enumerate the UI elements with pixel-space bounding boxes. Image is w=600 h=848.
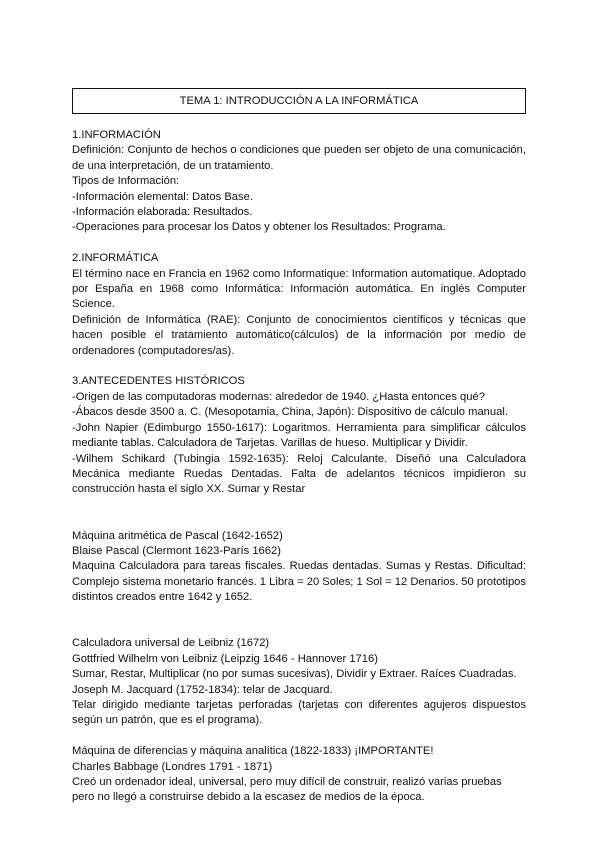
list-heading: Tipos de Información:: [72, 175, 180, 188]
subsection-title: Máquina aritmética de Pascal (1642-1652): [72, 529, 283, 542]
document-title: TEMA 1: INTRODUCCIÓN A LA INFORMÁTICA: [72, 88, 526, 114]
section-heading: 2.INFORMÁTICA: [72, 252, 159, 265]
paragraph: Maquina Calculadora para tareas fiscales. Ruedas dentadas. Sumas y Restas. Dificultad: Complejo sistema monetario francés. 1 Libra = 20 Soles; 1 Sol = 12 Denarios. 50 prototipos distintos creados entre 1642 y 1652.: [72, 560, 526, 604]
section-pascal: [72, 529, 526, 606]
person-line: Charles Babbage (Londres 1791 - 1871): [72, 760, 273, 773]
list-item: -Operaciones para procesar los Datos y obtener los Resultados: Programa.: [72, 221, 446, 234]
section-informacion: [72, 128, 526, 236]
paragraph: El término nace en Francia en 1962 como Informatique: Information automatique. Adoptado por España en 1968 como Informática: Información automática. En inglés Computer Science.: [72, 267, 526, 311]
paragraph: Definición de Informática (RAE): Conjunto de conocimientos científicos y técnicas que hacen posible el tratamiento automático(cálculos) de la información por medio de ordenadores (computadores/as).: [72, 313, 526, 357]
section-antecedentes: [72, 374, 526, 497]
person-line: Joseph M. Jacquard (1752-1834): telar de Jacquard.: [72, 683, 333, 696]
section-heading: 1.INFORMACIÓN: [72, 129, 161, 141]
section-babbage: [72, 744, 526, 806]
person-line: Gottfried Wilhelm von Leibniz (Leipzig 1646 - Hannover 1716): [72, 652, 378, 665]
list-item: -Wilhem Schikard (Tubingia 1592-1635): Reloj Calculante. Diseñó una Calculadora Mecánica mediante Ruedas Dentadas. Falta de adelantos técnicos impidieron su construcción hasta el siglo XX. Sumar y Restar: [72, 452, 526, 496]
section-informatica: [72, 251, 526, 359]
paragraph: Creó un ordenador ideal, universal, pero muy difícil de construir, realizó varias pruebas pero no llegó a construirse debido a la escasez de medios de la época.: [72, 775, 502, 804]
section-leibniz: [72, 636, 526, 728]
paragraph: Definición: Conjunto de hechos o condiciones que pueden ser objeto de una comunicación, de una interpretación, de un tratamiento.: [72, 144, 526, 172]
document-body: [72, 128, 526, 806]
list-item: -Origen de las computadoras modernas: alrededor de 1940. ¿Hasta entonces qué?: [72, 390, 485, 403]
list-item: -Información elaborada: Resultados.: [72, 206, 253, 219]
subsection-title: Máquina de diferencias y máquina analítica (1822-1833) ¡IMPORTANTE!: [72, 745, 434, 758]
subsection-title: Calculadora universal de Leibniz (1672): [72, 637, 270, 650]
list-item: -Ábacos desde 3500 a. C. (Mesopotamia, China, Japón): Dispositivo de cálculo manual.: [72, 406, 508, 419]
person-line: Blaise Pascal (Clermont 1623-París 1662): [72, 544, 281, 557]
list-item: -John Napier (Edimburgo 1550-1617): Logaritmos. Herramienta para simplificar cálculos mediante tablas. Calculadora de Tarjetas. Varillas de hueso. Multiplicar y Dividir.: [72, 421, 526, 450]
list-item: -Información elemental: Datos Base.: [72, 190, 253, 203]
section-heading: 3.ANTECEDENTES HISTÓRICOS: [72, 375, 245, 388]
paragraph: Sumar, Restar, Multiplicar (no por sumas sucesivas), Dividir y Extraer. Raíces Cuadradas.: [72, 668, 517, 681]
paragraph: Telar dirigido mediante tarjetas perforadas (tarjetas con diferentes agujeros dispuestos según un patrón, que es el programa).: [72, 698, 526, 727]
